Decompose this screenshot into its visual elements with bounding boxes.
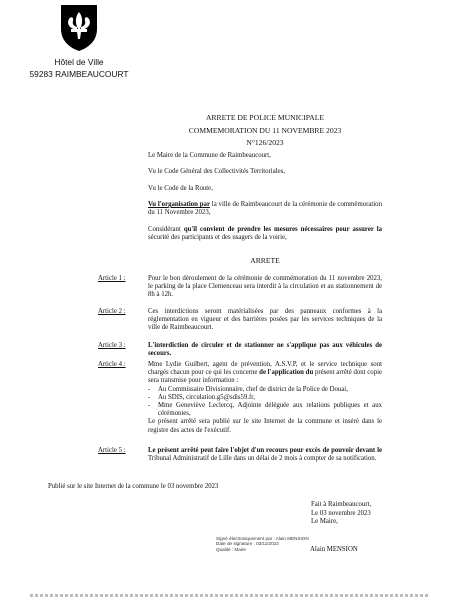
maire-line: Le Maire de la Commune de Raimbeaucourt, [148, 152, 271, 159]
electronic-signature-stamp [216, 536, 309, 552]
sig-date: Le 03 novembre 2023 [311, 509, 371, 517]
postal-city: 59283 RAIMBEAUCOURT [29, 69, 129, 79]
vu-code-route: Vu le Code de la Route, [148, 185, 213, 192]
sig-role: Le Maire, [311, 518, 338, 525]
vu-cgct: Vu le Code Général des Collectivités Territoriales, [148, 168, 285, 175]
stamp-date: Date de signature : 03/11/2023 [216, 541, 279, 547]
stamp-signer: Signé électroniquement par : Alain MENSION [216, 536, 309, 541]
vu-organisation [148, 201, 382, 217]
article-5-text [148, 447, 382, 463]
mairie-address [24, 56, 134, 80]
recipient-item: - Mme Geneviève Leclercq, Adjointe déléguée aux relations publiques et aux cérémonies, [148, 402, 382, 418]
recipient-item: - Au Commissaire Divisionnaire, chef de district de la Police de Douai, [148, 386, 382, 394]
considerant-start: Considérant [148, 226, 184, 233]
article-2-label: Article 2 : [98, 308, 126, 315]
article-4-text-bold: de l'application du [259, 369, 314, 377]
considerant [148, 226, 382, 242]
article-5-label: Article 5 : [98, 447, 126, 454]
article-1-text: Pour le bon déroulement de la cérémonie de commémoration du 11 novembre 2023, le parking de la place Clemenceau sera interdit à la circulation et au stationnement de 8h à 12h. [148, 275, 382, 299]
arrete-heading: ARRETE [250, 256, 280, 265]
article-4-text-a: Mme Lydie Guilbert, agent de prévention, A.S.V.P, et le service technique sont chargés chacun pour ce qui les concerne [148, 361, 382, 377]
considerant-end: sécurité des participants et des usagers de la voirie, [148, 234, 287, 242]
document-number: N°126/2023 [246, 138, 284, 147]
article-4-label: Article 4 : [98, 361, 126, 368]
signatory-name: Alain MENSION [310, 546, 358, 553]
article-3-text: L'interdiction de circuler et de stationner ne s'applique pas aux véhicules de secours. [148, 342, 382, 358]
document-subtitle: COMMEMORATION DU 11 NOVEMBRE 2023 [188, 126, 342, 135]
document-title: ARRETE DE POLICE MUNICIPALE [205, 113, 325, 122]
coat-of-arms-logo [54, 3, 104, 53]
footer-line [30, 594, 430, 597]
article-2-text: Ces interdictions seront matérialisées par des panneaux conformes à la réglementation en vigueur et des barrières posées par les services techniques de la ville de Raimbeaucourt. [148, 308, 382, 332]
considerant-bold: qu'il convient de prendre les mesures nécessaires pour assurer la [183, 226, 383, 233]
signature-block [311, 501, 371, 527]
sig-place: Fait à Raimbeaucourt, [311, 501, 372, 508]
recipient-list [148, 386, 382, 419]
article-4-end: Le présent arrêté sera publié sur le site Internet de la commune et inséré dans le registre des actes de l'exécutif. [148, 418, 382, 434]
article-5-rest: Tribunal Administratif de Lille dans un délai de 2 mois à compter de sa notification. [148, 455, 377, 463]
stamp-quality: Qualité : Maire [216, 546, 246, 552]
article-3-label: Article 3 : [98, 342, 126, 349]
hotel-de-ville: Hôtel de Ville [54, 57, 104, 67]
publication-note: Publié sur le site Internet de la commune le 03 novembre 2023 [48, 483, 219, 490]
article-4-text-b: présent arrêté dont copie sera transmise pour information : [148, 369, 383, 385]
vu-organisation-rest: la ville de Raimbeaucourt de la cérémonie de commémoration du 11 Novembre 2023, [148, 201, 382, 217]
article-4-body [148, 361, 382, 435]
recipient-item: - Au SDIS, circulation.g5@sdis59.fr, [148, 394, 382, 402]
article-5-bold: Le présent arrêté peut faire l'objet d'un recours pour excès de pouvoir devant le [148, 447, 382, 454]
vu-organisation-bold: Vu l'organisation par [148, 201, 210, 208]
article-1-label: Article 1 : [98, 275, 126, 282]
